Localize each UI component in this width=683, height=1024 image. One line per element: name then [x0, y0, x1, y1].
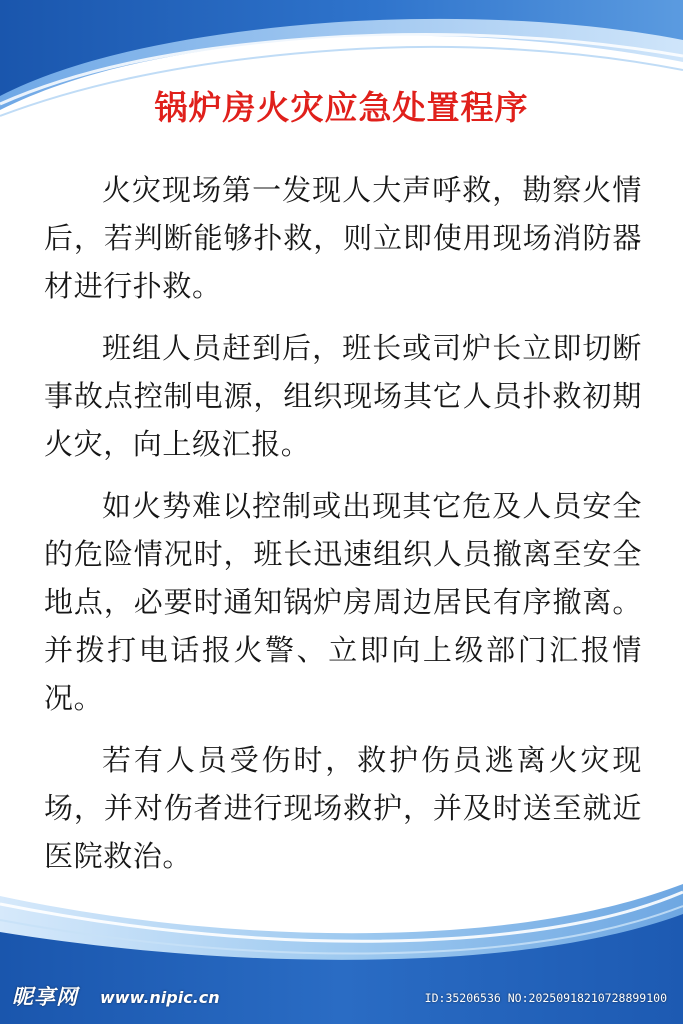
paragraph-2: 班组人员赶到后，班长或司炉长立即切断事故点控制电源，组织现场其它人员扑救初期火灾，向上级汇报。	[44, 331, 642, 461]
poster-title: 锅炉房火灾应急处置程序	[154, 88, 529, 127]
watermark-id: ID:35206536 NO:20250918210728899100	[424, 991, 667, 1005]
watermark-url: www.nipic.cn	[100, 988, 220, 1007]
paragraph-4: 若有人员受伤时，救护伤员逃离火灾现场，并对伤者进行现场救护，并及时送至就近医院救治。	[44, 743, 642, 873]
paragraph-3: 如火势难以控制或出现其它危及人员安全的危险情况时，班长迅速组织人员撤离至安全地点，必要时通知锅炉房周边居民有序撤离。并拨打电话报火警、立即向上级部门汇报情况。	[44, 489, 642, 715]
watermark-logo: 昵享网	[12, 985, 78, 1009]
paragraph-1: 火灾现场第一发现人大声呼救，勘察火情后，若判断能够扑救，则立即使用现场消防器材进行扑救。	[44, 173, 642, 303]
procedure-text	[44, 166, 642, 880]
